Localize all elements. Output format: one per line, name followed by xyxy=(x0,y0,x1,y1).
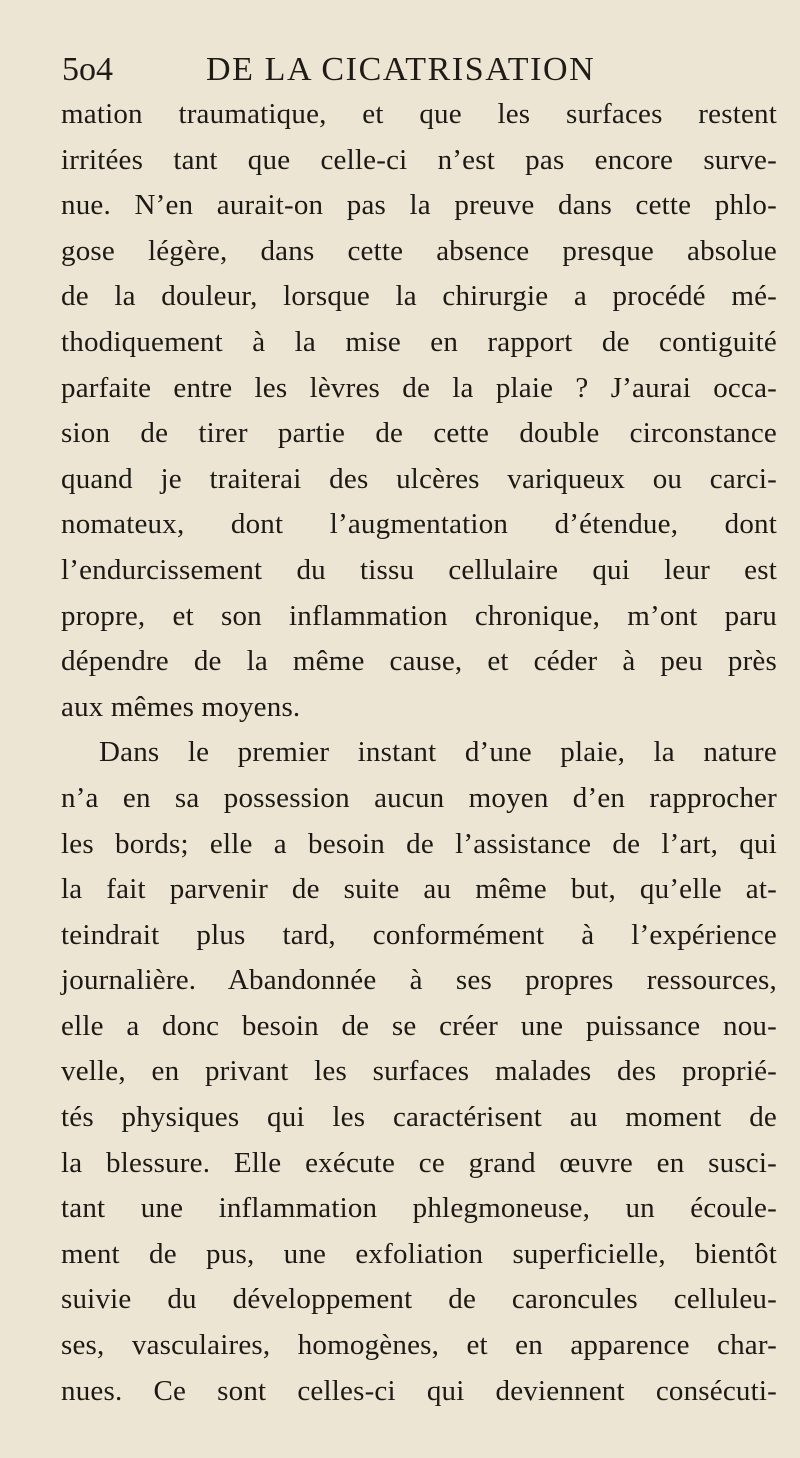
paragraph-start-line: Dans le premier instant d’une plaie, la nature xyxy=(99,736,777,769)
text-line: dépendre de la même cause, et céder à peu près xyxy=(61,645,777,678)
text-line: nues. Ce sont celles-ci qui deviennent consécuti- xyxy=(61,1374,777,1407)
text-line: parfaite entre les lèvres de la plaie ? J’aurai occa- xyxy=(61,371,777,404)
text-line: ment de pus, une exfoliation superficielle, bientôt xyxy=(61,1237,777,1270)
text-line: tant une inflammation phlegmoneuse, un écoule- xyxy=(61,1192,777,1225)
text-line: propre, et son inflammation chronique, m’ont paru xyxy=(61,599,777,632)
text-line: mation traumatique, et que les surfaces restent xyxy=(61,98,777,130)
text-line: thodiquement à la mise en rapport de contiguité xyxy=(61,325,777,358)
page-header xyxy=(62,48,782,92)
body-text xyxy=(61,92,777,1414)
page-number: 5o4 xyxy=(62,51,113,88)
text-line: les bords; elle a besoin de l’assistance de l’art, qui xyxy=(61,827,777,860)
text-line: journalière. Abandonnée à ses propres ressources, xyxy=(61,964,777,997)
text-line: nue. N’en aurait-on pas la preuve dans cette phlo- xyxy=(61,189,777,222)
paragraph-end-line: aux mêmes moyens. xyxy=(61,690,301,723)
text-line: tés physiques qui les caractérisent au moment de xyxy=(61,1101,777,1134)
text-line: gose légère, dans cette absence presque absolue xyxy=(61,234,777,267)
running-title: DE LA CICATRISATION xyxy=(206,51,596,88)
text-line: suivie du développement de caroncules celluleu- xyxy=(61,1283,777,1316)
text-line: ses, vasculaires, homogènes, et en apparence char- xyxy=(61,1329,777,1362)
text-line: la blessure. Elle exécute ce grand œuvre en susci- xyxy=(61,1146,777,1179)
text-line: nomateux, dont l’augmentation d’étendue, dont xyxy=(61,508,777,541)
text-line: de la douleur, lorsque la chirurgie a procédé mé- xyxy=(61,280,777,313)
text-line: velle, en privant les surfaces malades des proprié- xyxy=(61,1055,777,1088)
text-line: quand je traiterai des ulcères variqueux ou carci- xyxy=(61,462,777,495)
text-line: elle a donc besoin de se créer une puissance nou- xyxy=(61,1009,777,1042)
text-line: irritées tant que celle-ci n’est pas encore surve- xyxy=(61,143,777,176)
text-line: l’endurcissement du tissu cellulaire qui leur est xyxy=(61,553,777,586)
text-line: sion de tirer partie de cette double circonstance xyxy=(61,417,777,450)
text-line: la fait parvenir de suite au même but, qu’elle at- xyxy=(61,873,777,906)
text-line: n’a en sa possession aucun moyen d’en rapprocher xyxy=(61,781,777,814)
text-line: teindrait plus tard, conformément à l’expérience xyxy=(61,918,777,951)
